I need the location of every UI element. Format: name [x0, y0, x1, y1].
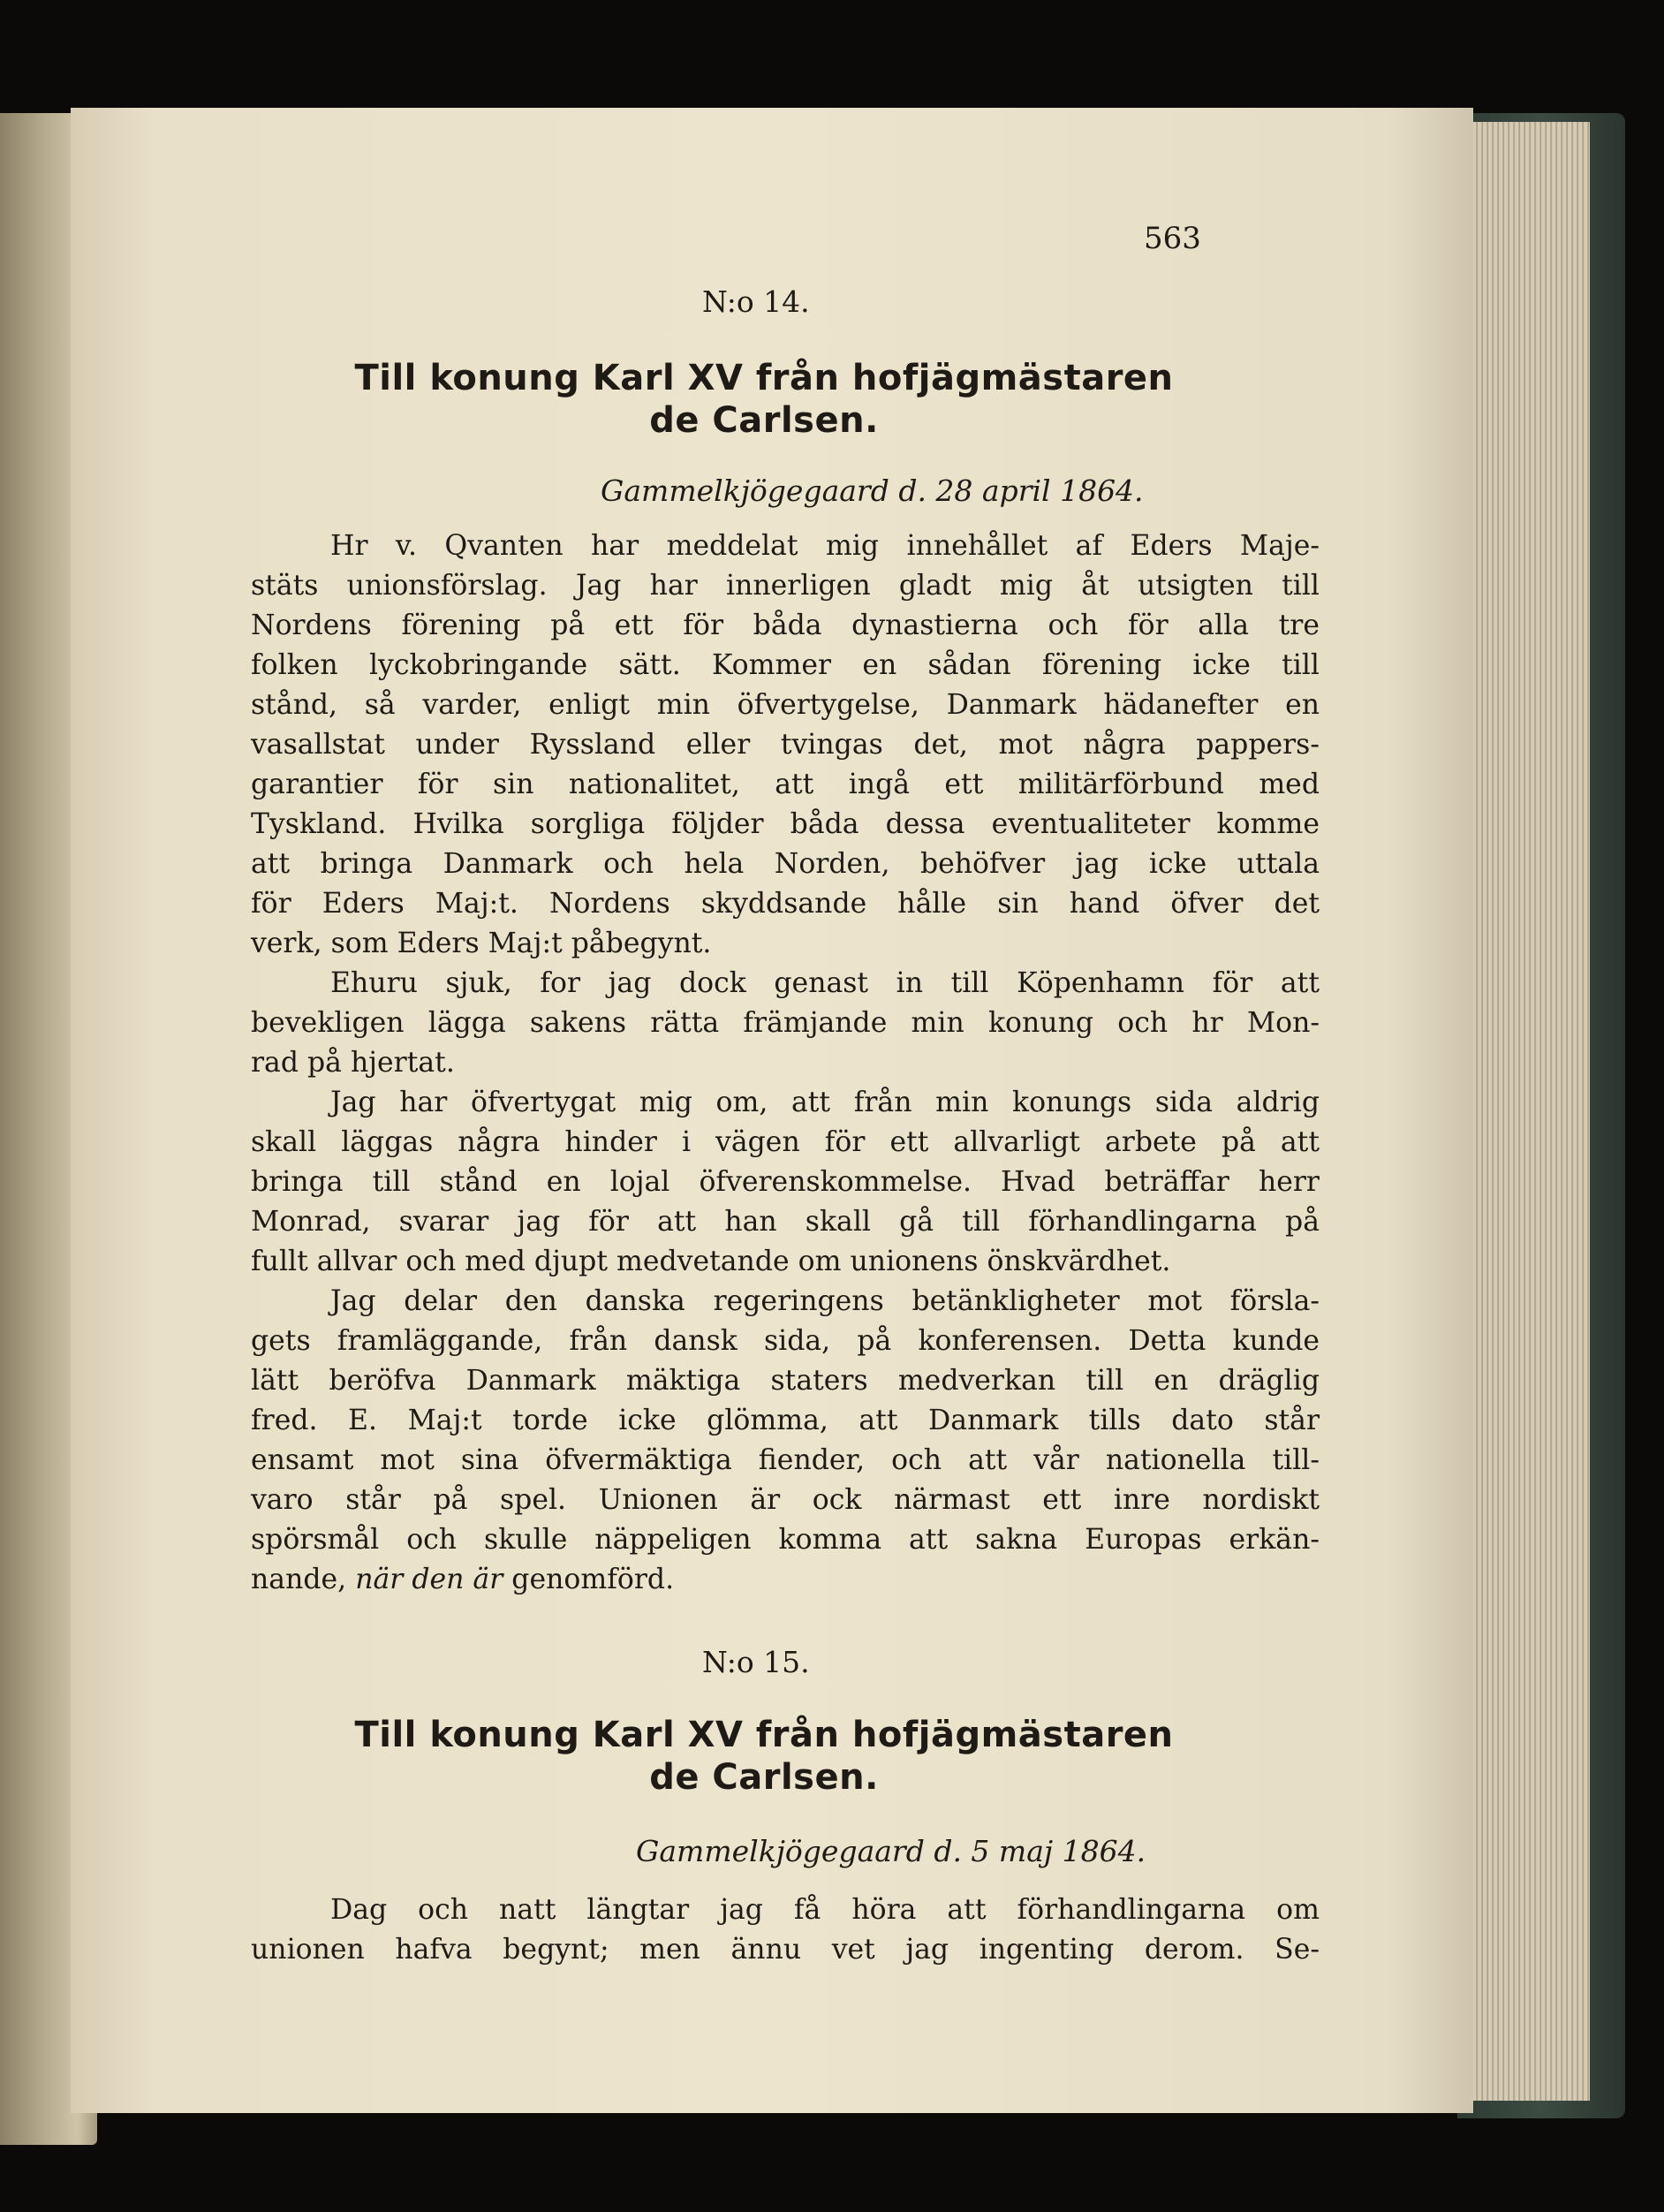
paragraph-1 — [251, 526, 1320, 964]
text-line: bevekligen lägga sakens rätta främjande min konung och hr Mon- — [251, 1007, 1320, 1039]
text-line: Jag delar den danska regeringens betänkligheter mot försla- — [330, 1285, 1320, 1317]
text-line: Monrad, svarar jag för att han skall gå till förhandlingarna på — [251, 1206, 1320, 1238]
dateline-15: Gammelkjögegaard d. 5 maj 1864. — [636, 1834, 1146, 1868]
letter-number-15: N:o 15. — [702, 1645, 810, 1679]
letter-title-15 — [203, 1714, 1325, 1799]
paragraph-2 — [251, 964, 1320, 1083]
text-line: Ehuru sjuk, for jag dock genast in till Köpenhamn för att — [330, 967, 1320, 999]
text-line — [251, 1560, 1320, 1600]
text-line: gets framläggande, från dansk sida, på konferensen. Detta kunde — [251, 1325, 1320, 1357]
text-line: Nordens förening på ett för båda dynastierna och för alla tre — [251, 610, 1320, 641]
paragraph-3 — [251, 1083, 1320, 1282]
text-line: Jag har öfvertygat mig om, att från min konungs sida aldrig — [330, 1087, 1320, 1118]
text-line: folken lyckobringande sätt. Kommer en sådan förening icke till — [251, 649, 1320, 681]
text-line: fullt allvar och med djupt medvetande om unionens önskvärdhet. — [251, 1246, 1171, 1277]
page-edges — [1457, 122, 1590, 2101]
letter-title-14 — [203, 357, 1325, 442]
italic-segment: när den är — [355, 1564, 503, 1595]
text-line: garantier för sin nationalitet, att ingå ett militärförbund med — [251, 769, 1320, 800]
text-line: Tyskland. Hvilka sorgliga följder båda dessa eventualiteter komme — [251, 808, 1320, 840]
text-line: Hr v. Qvanten har meddelat mig innehållet af Eders Maje- — [330, 530, 1320, 562]
text-line: för Eders Maj:t. Nordens skyddsande hålle sin hand öfver det — [251, 888, 1320, 920]
text-line: fred. E. Maj:t torde icke glömma, att Danmark tills dato står — [251, 1405, 1320, 1436]
text-segment: genomförd. — [503, 1564, 675, 1595]
text-segment: nande, — [251, 1564, 356, 1595]
text-line: verk, som Eders Maj:t påbegynt. — [251, 928, 712, 959]
page-number: 563 — [1144, 221, 1201, 256]
paragraph-4 — [251, 1282, 1320, 1600]
text-line: vasallstat under Ryssland eller tvingas det, mot några pappers- — [251, 729, 1320, 761]
book-page — [71, 108, 1473, 2113]
text-line: skall läggas några hinder i vägen för ett allvarligt arbete på att — [251, 1126, 1320, 1158]
text-line: lätt beröfva Danmark mäktiga staters medverkan till en dräglig — [251, 1365, 1320, 1397]
letter-number-14: N:o 14. — [702, 284, 810, 319]
text-line: rad på hjertat. — [251, 1047, 455, 1079]
letter-title-14-line2: de Carlsen. — [649, 400, 879, 441]
text-line: unionen hafva begynt; men ännu vet jag ingenting derom. Se- — [251, 1934, 1320, 1966]
text-line: bringa till stånd en lojal öfverenskommelse. Hvad beträffar herr — [251, 1166, 1320, 1198]
letter-title-15-line2: de Carlsen. — [649, 1757, 879, 1798]
letter-title-14-line1: Till konung Karl XV från hofjägmästaren — [354, 358, 1174, 398]
dateline-14: Gammelkjögegaard d. 28 april 1864. — [601, 473, 1144, 508]
text-line: spörsmål och skulle näppeligen komma att sakna Europas erkän- — [251, 1524, 1320, 1556]
text-line: stånd, så varder, enligt min öfvertygelse, Danmark hädanefter en — [251, 689, 1320, 721]
text-line: stäts unionsförslag. Jag har innerligen gladt mig åt utsigten till — [251, 570, 1320, 602]
text-line: ensamt mot sina öfvermäktiga fiender, och att vår nationella till- — [251, 1444, 1320, 1476]
text-line: varo står på spel. Unionen är ock närmast ett inre nordiskt — [251, 1484, 1320, 1516]
paragraph-5 — [251, 1890, 1320, 1970]
text-line: Dag och natt längtar jag få höra att förhandlingarna om — [330, 1894, 1320, 1926]
text-line: att bringa Danmark och hela Norden, behöfver jag icke uttala — [251, 848, 1320, 880]
letter-title-15-line1: Till konung Karl XV från hofjägmästaren — [354, 1715, 1174, 1755]
